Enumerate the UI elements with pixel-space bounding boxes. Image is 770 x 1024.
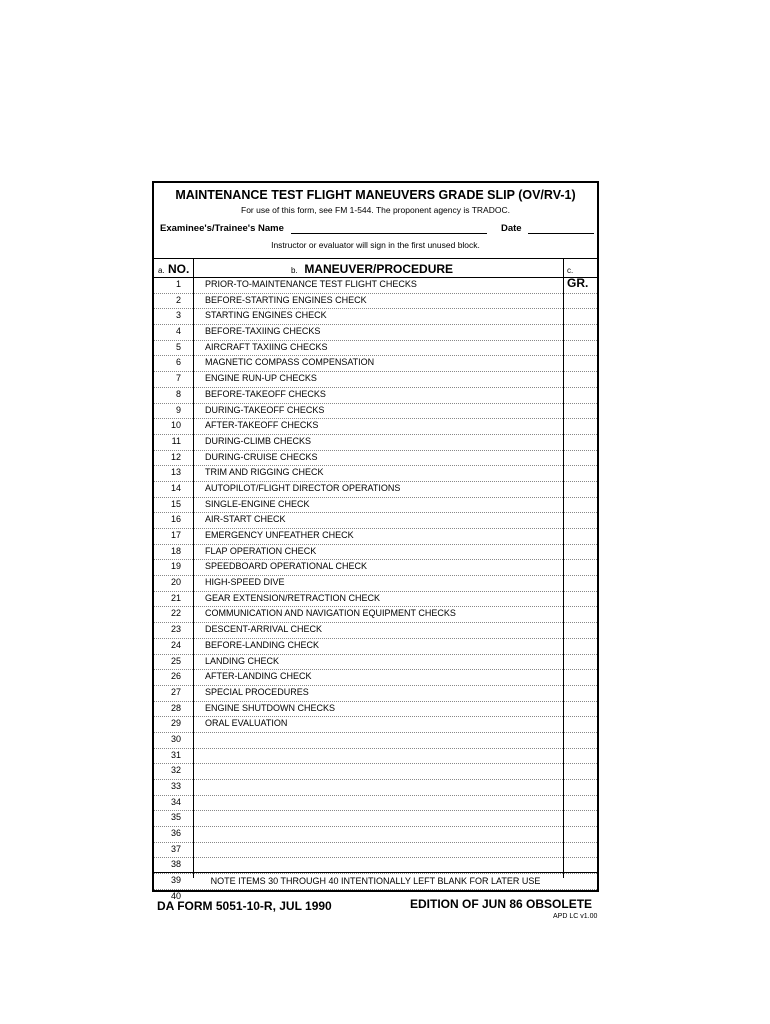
table-row xyxy=(154,843,597,859)
row-maneuver: DURING-CRUISE CHECKS xyxy=(205,451,318,462)
header-maneuver: b. MANEUVER/PROCEDURE xyxy=(291,262,454,276)
row-maneuver: EMERGENCY UNFEATHER CHECK xyxy=(205,530,354,540)
table-row xyxy=(154,435,597,451)
header-grade: c. GR. xyxy=(567,266,589,290)
note-text: NOTE ITEMS 30 THROUGH 40 INTENTIONALLY LEFT BLANK FOR LATER USE xyxy=(154,872,597,888)
row-maneuver: DESCENT-ARRIVAL CHECK xyxy=(205,624,323,635)
version-note: APD LC v1.00 xyxy=(553,913,598,920)
date-field[interactable] xyxy=(528,233,594,234)
table-row xyxy=(154,655,597,671)
row-number: 20 xyxy=(170,577,181,588)
table-row xyxy=(154,278,597,294)
row-number: 38 xyxy=(170,859,181,870)
row-number: 5 xyxy=(175,341,181,352)
row-maneuver: ENGINE RUN-UP CHECKS xyxy=(205,373,317,384)
instruction-text: Instructor or evaluator will sign in the first unused block. xyxy=(271,240,480,250)
table-row xyxy=(154,482,597,498)
row-number: 40 xyxy=(170,890,181,901)
table-row xyxy=(154,325,597,341)
table-row xyxy=(154,607,597,623)
row-number: 26 xyxy=(170,671,181,682)
row-maneuver: DURING-CLIMB CHECKS xyxy=(205,435,312,446)
table-row xyxy=(154,294,597,310)
row-number: 14 xyxy=(170,482,181,493)
table-row xyxy=(154,639,597,655)
table-row xyxy=(154,670,597,686)
row-number: 35 xyxy=(170,812,181,823)
row-number: 9 xyxy=(175,404,181,415)
row-number: 7 xyxy=(175,373,181,384)
header-no: a. NO. xyxy=(158,262,190,276)
table-row xyxy=(154,545,597,561)
row-number: 30 xyxy=(170,733,181,744)
table-row xyxy=(154,309,597,325)
row-maneuver: STARTING ENGINES CHECK xyxy=(205,310,327,321)
row-maneuver: COMMUNICATION AND NAVIGATION EQUIPMENT CHECKS xyxy=(205,608,456,619)
row-number: 27 xyxy=(170,686,181,697)
row-maneuver: BEFORE-LANDING CHECK xyxy=(205,639,320,650)
row-maneuver: AFTER-TAKEOFF CHECKS xyxy=(205,420,319,431)
table-row xyxy=(154,356,597,372)
date-label: Date xyxy=(501,223,522,234)
row-maneuver: FLAP OPERATION CHECK xyxy=(205,545,317,556)
row-number: 12 xyxy=(170,451,181,462)
row-number: 33 xyxy=(170,781,181,791)
table-row xyxy=(154,451,597,467)
row-maneuver: SPEEDBOARD OPERATIONAL CHECK xyxy=(205,561,368,572)
table-row xyxy=(154,780,597,796)
row-number: 19 xyxy=(170,561,181,572)
table-row xyxy=(154,404,597,420)
row-maneuver: BEFORE-STARTING ENGINES CHECK xyxy=(205,294,367,305)
row-maneuver: DURING-TAKEOFF CHECKS xyxy=(205,404,325,415)
table-row xyxy=(154,341,597,357)
row-number: 11 xyxy=(171,435,181,446)
row-number: 24 xyxy=(170,639,181,650)
row-maneuver: SPECIAL PROCEDURES xyxy=(205,686,309,697)
row-number: 1 xyxy=(175,279,181,289)
row-maneuver: BEFORE-TAKEOFF CHECKS xyxy=(205,388,326,399)
table-row xyxy=(154,576,597,592)
table-row xyxy=(154,702,597,718)
table-row xyxy=(154,827,597,843)
row-maneuver: LANDING CHECK xyxy=(205,655,280,666)
form-subtitle: For use of this form, see FM 1-544. The proponent agency is TRADOC. xyxy=(241,205,510,215)
row-number: 37 xyxy=(170,843,181,854)
edition-note: EDITION OF JUN 86 OBSOLETE xyxy=(410,897,593,911)
row-number: 15 xyxy=(170,498,181,509)
table-row xyxy=(154,592,597,608)
row-maneuver: ORAL EVALUATION xyxy=(205,718,288,729)
grade-slip-form xyxy=(152,181,599,901)
row-number: 32 xyxy=(170,765,181,776)
row-number: 8 xyxy=(175,388,181,399)
row-maneuver: AUTOPILOT/FLIGHT DIRECTOR OPERATIONS xyxy=(205,482,401,493)
table-row xyxy=(154,498,597,514)
row-maneuver: SINGLE-ENGINE CHECK xyxy=(205,498,310,509)
row-number: 36 xyxy=(170,828,181,839)
row-number: 28 xyxy=(170,702,181,713)
table-row xyxy=(154,419,597,435)
row-number: 18 xyxy=(170,545,181,556)
table-row xyxy=(154,466,597,482)
row-maneuver: TRIM AND RIGGING CHECK xyxy=(205,467,324,478)
row-maneuver: PRIOR-TO-MAINTENANCE TEST FLIGHT CHECKS xyxy=(205,279,417,289)
row-number: 39 xyxy=(170,875,181,886)
row-number: 25 xyxy=(170,655,181,666)
table-row xyxy=(154,388,597,404)
row-number: 13 xyxy=(170,467,181,478)
name-field[interactable] xyxy=(291,233,487,234)
table-row xyxy=(154,513,597,529)
row-number: 34 xyxy=(170,796,181,807)
table-row xyxy=(154,749,597,765)
row-number: 29 xyxy=(170,718,181,729)
table-row xyxy=(154,733,597,749)
row-number: 21 xyxy=(170,592,181,603)
row-number: 23 xyxy=(170,624,181,635)
table-rows xyxy=(154,278,597,905)
row-number: 3 xyxy=(175,310,181,321)
row-maneuver: BEFORE-TAXIING CHECKS xyxy=(205,326,321,337)
table-row xyxy=(154,717,597,733)
name-label: Examinee's/Trainee's Name xyxy=(160,223,284,234)
table-row xyxy=(154,560,597,576)
row-number: 31 xyxy=(170,749,181,760)
row-number: 16 xyxy=(170,514,181,525)
row-number: 4 xyxy=(175,326,181,337)
row-number: 17 xyxy=(170,530,181,540)
table-row xyxy=(154,811,597,827)
table-row xyxy=(154,529,597,545)
row-number: 10 xyxy=(170,420,181,431)
row-number: 6 xyxy=(175,357,181,368)
row-maneuver: AFTER-LANDING CHECK xyxy=(205,671,312,682)
row-maneuver: AIR-START CHECK xyxy=(205,514,286,525)
row-maneuver: AIRCRAFT TAXIING CHECKS xyxy=(205,341,328,352)
table-row xyxy=(154,372,597,388)
table-row xyxy=(154,623,597,639)
row-maneuver: HIGH-SPEED DIVE xyxy=(205,577,285,588)
row-number: 22 xyxy=(170,608,181,619)
table-row xyxy=(154,764,597,780)
table-row xyxy=(154,686,597,702)
row-maneuver: ENGINE SHUTDOWN CHECKS xyxy=(205,702,336,713)
form-title: MAINTENANCE TEST FLIGHT MANEUVERS GRADE SLIP (OV/RV-1) xyxy=(175,188,576,202)
table-row xyxy=(154,796,597,812)
row-maneuver: MAGNETIC COMPASS COMPENSATION xyxy=(205,357,375,368)
row-maneuver: GEAR EXTENSION/RETRACTION CHECK xyxy=(205,592,381,603)
row-number: 2 xyxy=(175,294,181,305)
form-id: DA FORM 5051-10-R, JUL 1990 xyxy=(157,899,332,913)
